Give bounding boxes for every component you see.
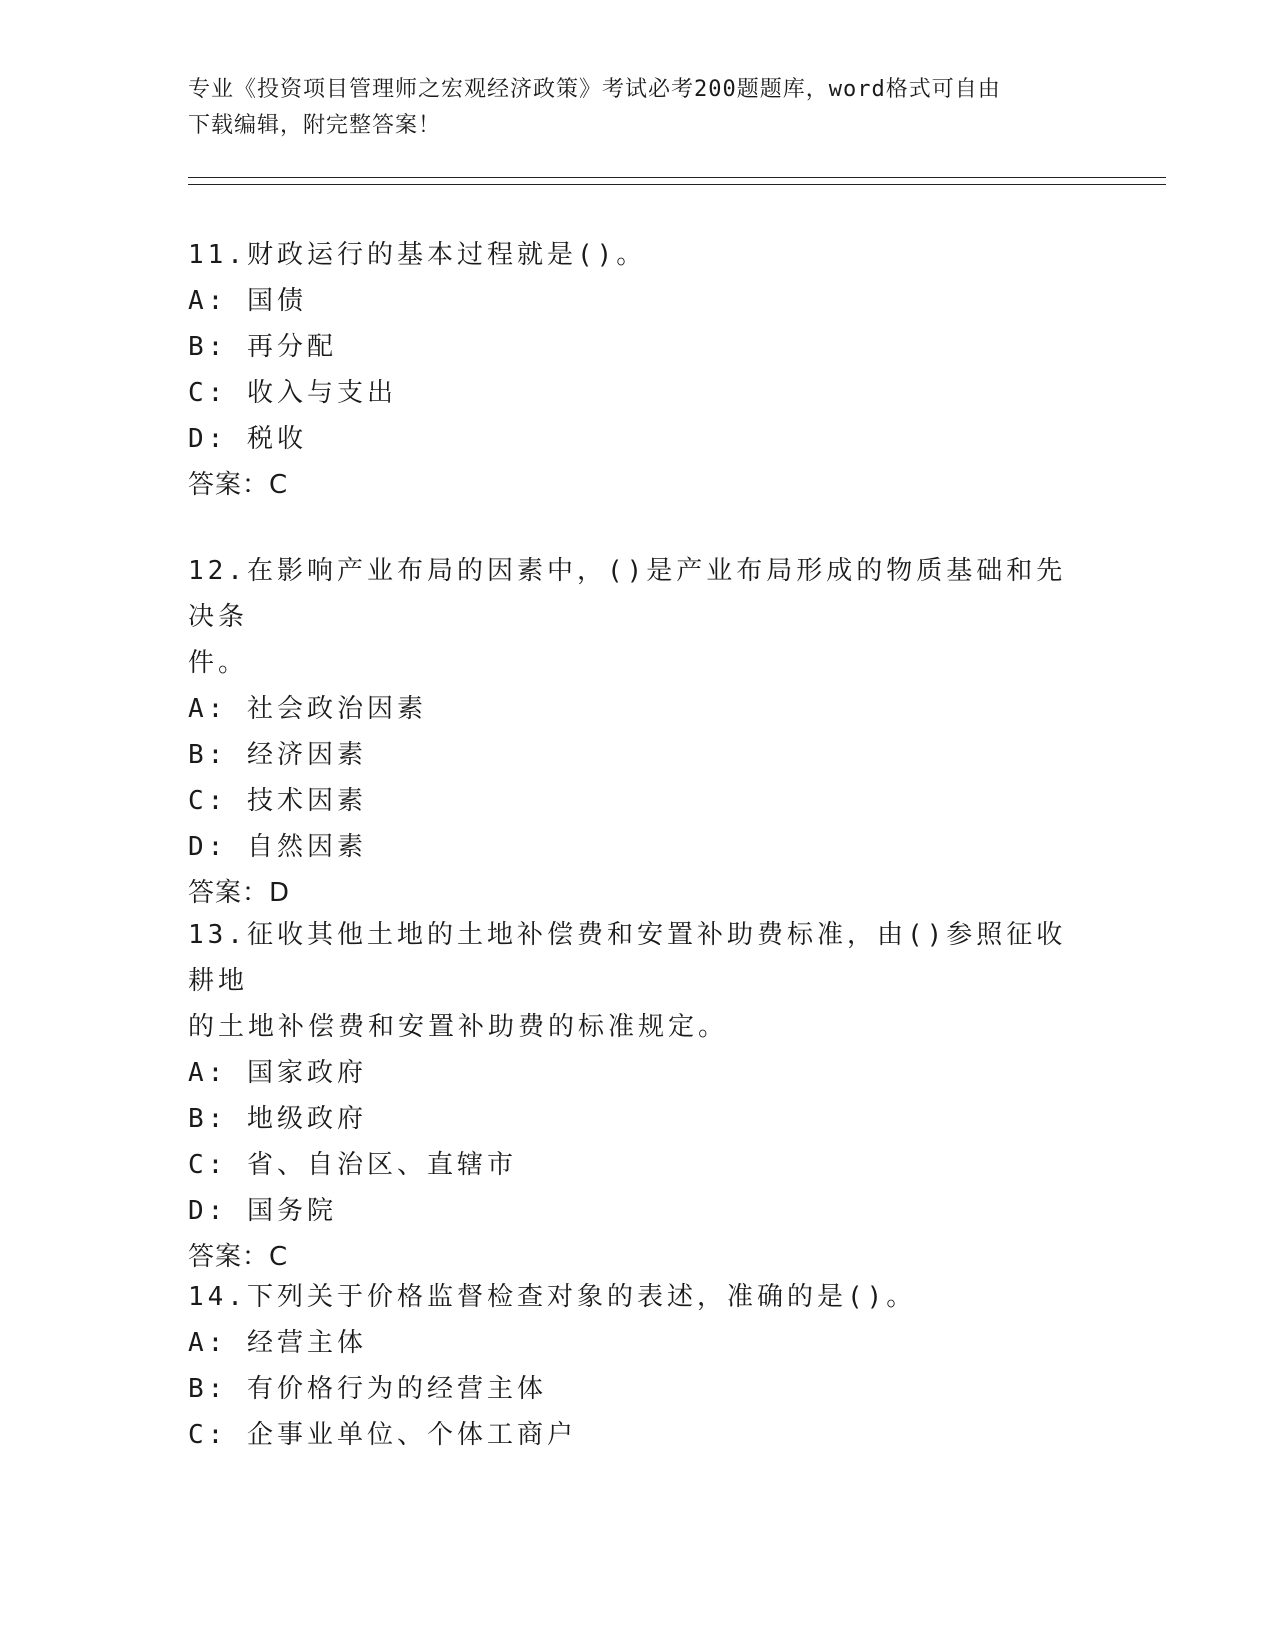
question-stem-line-1: 13.征收其他土地的土地补偿费和安置补助费标准，由()参照征收耕地 — [188, 920, 1067, 996]
option-b: B: 再分配 — [188, 332, 337, 362]
question-stem-line-1: 12.在影响产业布局的因素中，()是产业布局形成的物质基础和先决条 — [188, 556, 1067, 632]
question-stem: 14.下列关于价格监督检查对象的表述，准确的是()。 — [188, 1282, 917, 1312]
answer: 答案：C — [188, 1242, 289, 1272]
header-divider-bottom — [188, 184, 1166, 185]
question-stem: 11.财政运行的基本过程就是()。 — [188, 240, 647, 270]
option-c: C: 技术因素 — [188, 786, 367, 816]
option-c: C: 省、自治区、直辖市 — [188, 1150, 517, 1180]
option-a: A: 社会政治因素 — [188, 694, 427, 724]
option-a: A: 国家政府 — [188, 1058, 367, 1088]
option-d: D: 税收 — [188, 424, 307, 454]
option-b: B: 地级政府 — [188, 1104, 367, 1134]
option-c: C: 收入与支出 — [188, 378, 397, 408]
header-line-2: 下载编辑，附完整答案！ — [188, 113, 442, 138]
option-b: B: 经济因素 — [188, 740, 367, 770]
answer: 答案：D — [188, 878, 291, 908]
header-line-1: 专业《投资项目管理师之宏观经济政策》考试必考200题题库，word格式可自由 — [188, 77, 1001, 102]
question-stem-line-2: 件。 — [188, 648, 249, 678]
question-12 — [188, 548, 1088, 916]
option-d: D: 国务院 — [188, 1196, 337, 1226]
header-divider-top — [188, 177, 1166, 178]
question-stem-line-2: 的土地补偿费和安置补助费的标准规定。 — [188, 1012, 729, 1042]
document-header — [188, 72, 1088, 144]
option-a: A: 国债 — [188, 286, 307, 316]
answer: 答案：C — [188, 470, 289, 500]
option-d: D: 自然因素 — [188, 832, 367, 862]
question-13 — [188, 912, 1088, 1280]
question-11 — [188, 232, 1088, 508]
option-a: A: 经营主体 — [188, 1328, 367, 1358]
option-c: C: 企事业单位、个体工商户 — [188, 1420, 577, 1450]
option-b: B: 有价格行为的经营主体 — [188, 1374, 547, 1404]
question-14 — [188, 1274, 1088, 1458]
